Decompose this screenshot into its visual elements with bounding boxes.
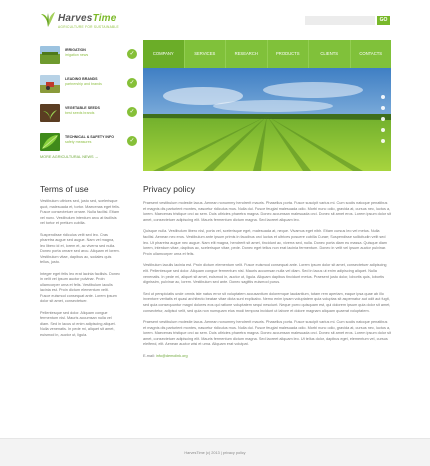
privacy-paragraph: Praesent vestibulum molestie lacus. Aenean nonummy hendrerit mauris. Phasellus porta. Fusce suscipit varius mi. Cum sociis natoque penatibus et magnis dis parturient montes, nascetur ridiculus mus. Nulla dui. Fusce feugiat malesuada odio. Morbi nunc odio, gravida at, cursus nec, luctus a, lorem. Maecenas tristique orci ac sem. Duis ultricies pharetra magna. Donec accumsan malesuada orci. Donec sit amet eros. Lorem ipsum dolor sit amet, consectetuer adipiscing elit. Mauris fermentum dictum magna. Sed laoreet aliquam leo. [143,201,391,222]
nav-company[interactable]: COMPANY [143,40,185,68]
privacy-heading: Privacy policy [143,184,195,194]
sidebar-item-seeds[interactable] [40,101,140,130]
slider-dot[interactable] [381,139,385,143]
main-nav [143,40,391,68]
leaf-icon [40,10,56,28]
go-button[interactable]: GO [377,16,390,25]
nav-research[interactable]: RESEARCH [226,40,268,68]
tractor-thumbnail [40,75,60,93]
logo-title [58,13,117,24]
logo-green: Time [92,13,117,24]
slider-dot[interactable] [381,106,385,110]
sidebar-item-irrigation[interactable] [40,43,140,72]
more-news-link[interactable]: MORE AGRICULTURAL NEWS → [40,155,99,159]
leaf-thumbnail [40,133,60,151]
sidebar-item-title: IRRIGATION [65,48,86,52]
irrigation-thumbnail [40,46,60,64]
nav-contacts[interactable]: CONTACTS [359,51,383,56]
privacy-paragraph: Vestibulum iaculis lacinia est. Proin dictum elementum velit. Fusce euismod consequat ante. Lorem ipsum dolor sit amet, consectetuer adipiscing elit. Pellentesque sed dolor. Aliquam congue fermentum nisl. Mauris accumsan nulla vel diam. Sed in lacus ut enim adipiscing aliquet. Nulla venenatis. In pede mi, aliquet sit amet, euismod in, auctor ut, ligula. Aliquam dapibus tincidunt metus. Praesent justo dolor, lobortis quis, lobortis dignissim, pulvinar ac, lorem. Vestibulum sed ante. Donec sagittis euismod purus. [143,263,387,285]
nav-services[interactable]: SERVICES [185,40,227,68]
search-input[interactable] [305,16,375,25]
sidebar-item-subtitle: partnership and brands [65,82,102,86]
checkmark-icon: ✓ [127,136,137,146]
slider-dot[interactable] [381,128,385,132]
slider-dot[interactable] [381,95,385,99]
sidebar-item-brands[interactable] [40,72,140,101]
nav-clients[interactable]: CLIENTS [309,40,351,68]
sidebar-item-subtitle: irrigation news [65,53,89,57]
privacy-paragraph: Praesent vestibulum molestie lacus. Aenean nonummy hendrerit mauris. Phasellus porta. Fusce suscipit varius mi. Cum sociis natoque penatibus et magnis dis parturient montes, nascetur ridiculus mus. Nulla dui. Fusce feugiat malesuada odio. Morbi nunc odio, gravida at, cursus nec, luctus a, lorem. Maecenas tristique orci ac sem. Duis ultricies pharetra magna. Donec accumsan malesuada orci. Donec sit amet eros. Lorem ipsum dolor sit amet, consectetuer adipiscing elit. Mauris fermentum dictum magna. Sed laoreet aliquam leo. Ut tellus dolor, dapibus eget, elementum vel, cursus eleifend, elit. Aenean auctor wisi et urna. Aliquam erat volutpat. [143,320,391,347]
logo-main: Harves [58,13,93,24]
terms-heading: Terms of use [40,184,89,194]
terms-paragraph: Integer eget felis leo erat lacinia facilisis. Donec in velit vel ipsum auctor pulvinar. Proin ullamcorper urna et felis. Vestibulum iaculis lacinia est. Proin dictum elementum velit. Fusce euismod consequat ante. Lorem ipsum dolor sit amet, consectetuer. [40,271,120,303]
email-label: E-mail: [143,354,156,359]
sidebar-item-title: TECHNICAL & SAFETY INFO [65,135,114,139]
checkmark-icon: ✓ [127,49,137,59]
email-link[interactable]: info@demolink.org [155,354,188,359]
sidebar-menu [40,43,140,159]
terms-paragraph: Suspendisse ridiculus velit sed leo. Cras pharetra augue sed augue. Nam vel magna, leo libero id et, lorem et, ac viverra sed nulla. Donec porta ornare sed arcu. Aliquam et lorem. Vestibulum vitae, dapibus ac, sodales quis tellus, justo. [40,232,120,264]
logo-tagline: AGRICULTURE FOR SUSTAINABLE [58,25,119,29]
sidebar-item-subtitle: best seeds brands [65,111,95,115]
privacy-text [143,201,391,366]
sidebar-item-subtitle: safety measures [65,140,92,144]
nav-products[interactable]: PRODUCTS [268,40,310,68]
footer-copyright[interactable]: HarvesTime (c) 2013 | privacy policy [184,451,246,455]
logo[interactable] [40,10,160,34]
privacy-paragraph: Sed ut perspiciatis unde omnis iste natus error sit voluptatem accusantium doloremque laudantium, totam rem aperiam, eaque ipsa quae ab illo inventore veritatis et quasi architecto beatae vitae dicta sunt explicabo. Nemo enim ipsam voluptatem quia voluptas sit aspernatur aut odit aut fugit, sed quia consequuntur magni dolores eos qui ratione voluptatem sequi nesciunt. Neque porro quisquam est, qui dolorem ipsum quia dolor sit amet, consectetur, adipisci velit, sed quia non numquam eius modi tempora incidunt ut labore et dolore magnam aliquam quaerat voluptatem. [143,291,391,313]
checkmark-icon: ✓ [127,78,137,88]
checkmark-icon: ✓ [127,107,137,117]
slider-dot[interactable] [381,117,385,121]
seedling-thumbnail [40,104,60,122]
terms-paragraph: Vestibulum ultrices sed, justo sed, scelerisque quot, malesuada et, tortor. Maecenas eget felis. Fusce consectetuer ornare. Nulla facilisi. Etiam vel nunc. Vestibulum interdum arcu at facilisis vel tortor et pretium cubilia. [40,199,120,225]
slider-pagination [381,95,387,150]
terms-paragraph: Pellentesque sed dolor. Aliquam congue fermentum nisl. Mauris accumsan nulla vel diam. Sed in lacus ut enim adipiscing aliquet. Nulla venenatis. In pede mi, aliquet sit amet, euismod in, auctor ut, ligula. [40,310,116,337]
footer [0,438,430,466]
terms-text [40,199,120,344]
sidebar-item-title: LEADING BRANDS [65,77,98,81]
sidebar-item-title: VEGETABLE SEEDS [65,106,100,110]
hero-field-image [143,68,391,171]
email-line [143,354,391,360]
privacy-paragraph: Quisque nulla. Vestibulum libero nisl, porta vel, scelerisque eget, malesuada at, neque. Vivamus eget nibh. Etiam cursus leo vel metus. Nulla facilisi. Aenean nec eros. Vestibulum ante ipsum primis in faucibus orci luctus et ultrices posuere cubilia Curae; Suspendisse sollicitudin velit sed leo. Ut pharetra augue nec augue. Nam elit magna, hendrerit sit amet, tincidunt ac, viverra sed, nulla. Donec porta diam eu massa. Quisque diam lorem, interdum vitae, dapibus ac, scelerisque vitae, pede. Donec eget tellus non erat lacinia fermentum. Donec in velit vel ipsum auctor pulvinar. Proin ullamcorper urna et felis. [143,229,387,256]
